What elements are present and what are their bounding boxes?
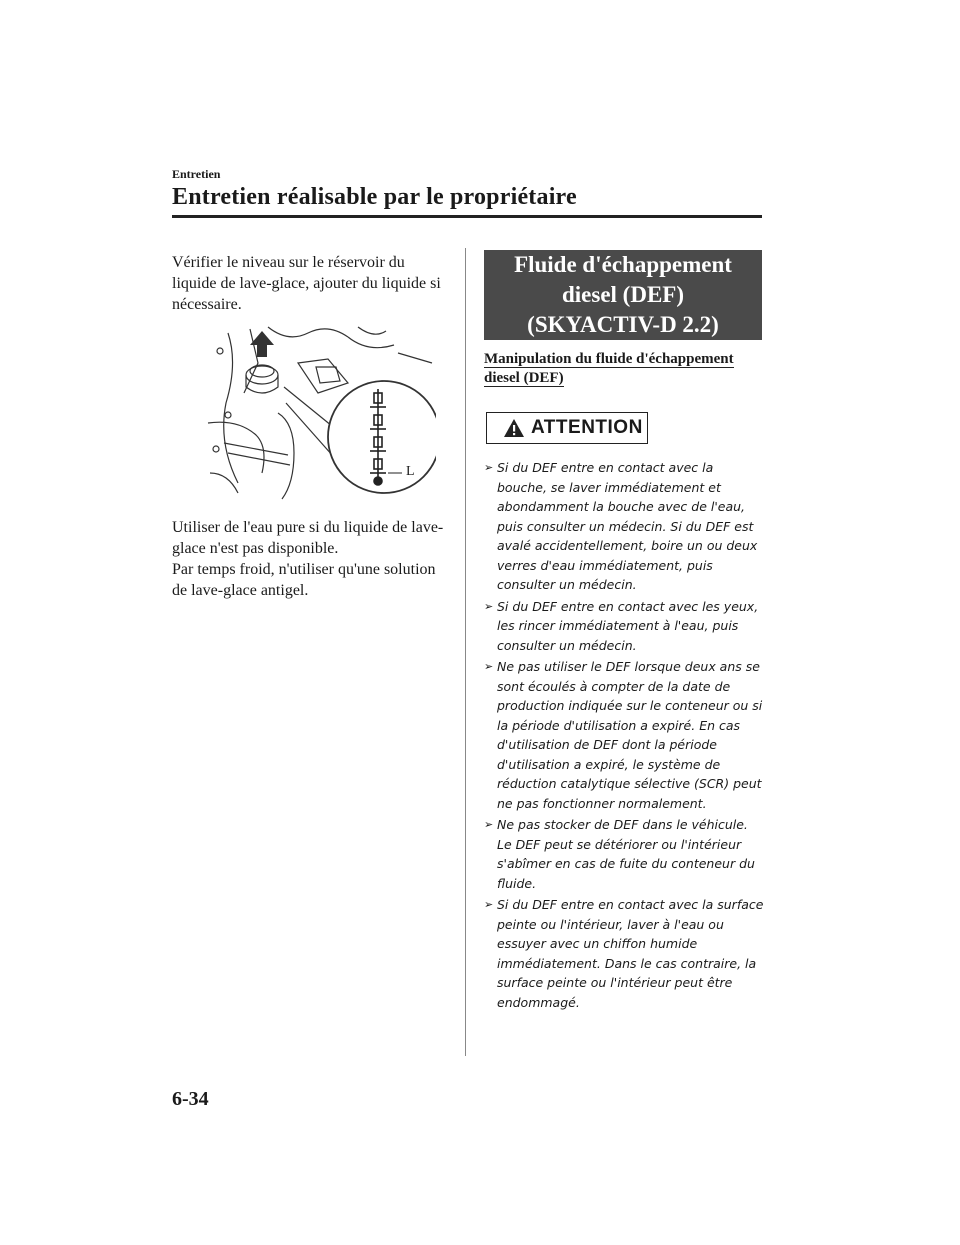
subheading	[484, 350, 752, 388]
right-column	[484, 250, 764, 1028]
page-title: Entretien réalisable par le propriétaire	[172, 184, 577, 210]
column-divider	[465, 248, 466, 1056]
figure-label-l: L	[406, 464, 415, 479]
section-banner	[484, 250, 762, 340]
washer-reservoir-figure	[198, 323, 436, 503]
banner-line-2: diesel (DEF)	[561, 282, 684, 307]
page-number: 6-34	[172, 1088, 209, 1110]
warning-item: ➢ Si du DEF entre en contact avec la surface peinte ou l'intérieur, laver à l'eau ou essuyer avec un chiffon humide immédiatement. Dans le cas contraire, la surface peinte ou l'intérieur peut être endommagé.	[484, 897, 764, 1010]
subheading-text: Manipulation du fluide d'échappement diesel (DEF)	[484, 351, 734, 386]
attention-box	[486, 412, 648, 444]
cold-weather-paragraph: Par temps froid, n'utiliser qu'une solution de lave-glace antigel.	[172, 561, 436, 599]
left-column	[172, 252, 448, 601]
washer-check-paragraph: Vérifier le niveau sur le réservoir du liquide de lave-glace, ajouter du liquide si nécessaire.	[172, 254, 441, 313]
banner-line-3: (SKYACTIV-D 2.2)	[527, 312, 719, 337]
pure-water-paragraph: Utiliser de l'eau pure si du liquide de lave-glace n'est pas disponible.	[172, 519, 444, 557]
banner-line-1: Fluide d'échappement	[514, 252, 732, 277]
warning-icon	[503, 418, 525, 438]
bullet-arrow-icon: ➢	[484, 898, 494, 911]
warning-item: ➢ Ne pas stocker de DEF dans le véhicule. Le DEF peut se détériorer ou l'intérieur s'abîmer en cas de fuite du conteneur du fluide.	[484, 817, 755, 891]
bullet-arrow-icon: ➢	[484, 818, 494, 831]
warning-item: ➢ Si du DEF entre en contact avec les yeux, les rincer immédiatement à l'eau, puis consulter un médecin.	[484, 598, 759, 653]
warning-item: ➢ Ne pas utiliser le DEF lorsque deux ans se sont écoulés à compter de la date de production indiquée sur le conteneur ou si la période d'utilisation a expiré. En cas d'utilisation de DEF dont la période d'utilisation a expiré, le système de réduction catalytique sélective (SCR) peut ne pas fonctionner normalement.	[484, 659, 763, 811]
washer-reservoir-illustration	[198, 323, 436, 503]
bullet-arrow-icon: ➢	[484, 599, 494, 613]
attention-label: ATTENTION	[531, 417, 643, 438]
warning-list	[484, 458, 764, 1012]
header-rule	[172, 215, 762, 218]
section-label: Entretien	[172, 167, 221, 181]
warning-item: ➢ Si du DEF entre en contact avec la bouche, se laver immédiatement et abondamment la bouche avec de l'eau, puis consulter un médecin. Si du DEF est avalé accidentellement, boire un ou deux verres d'eau immédiatement, puis consulter un médecin.	[484, 460, 758, 592]
bullet-arrow-icon: ➢	[484, 660, 494, 673]
bullet-arrow-icon: ➢	[484, 461, 494, 474]
